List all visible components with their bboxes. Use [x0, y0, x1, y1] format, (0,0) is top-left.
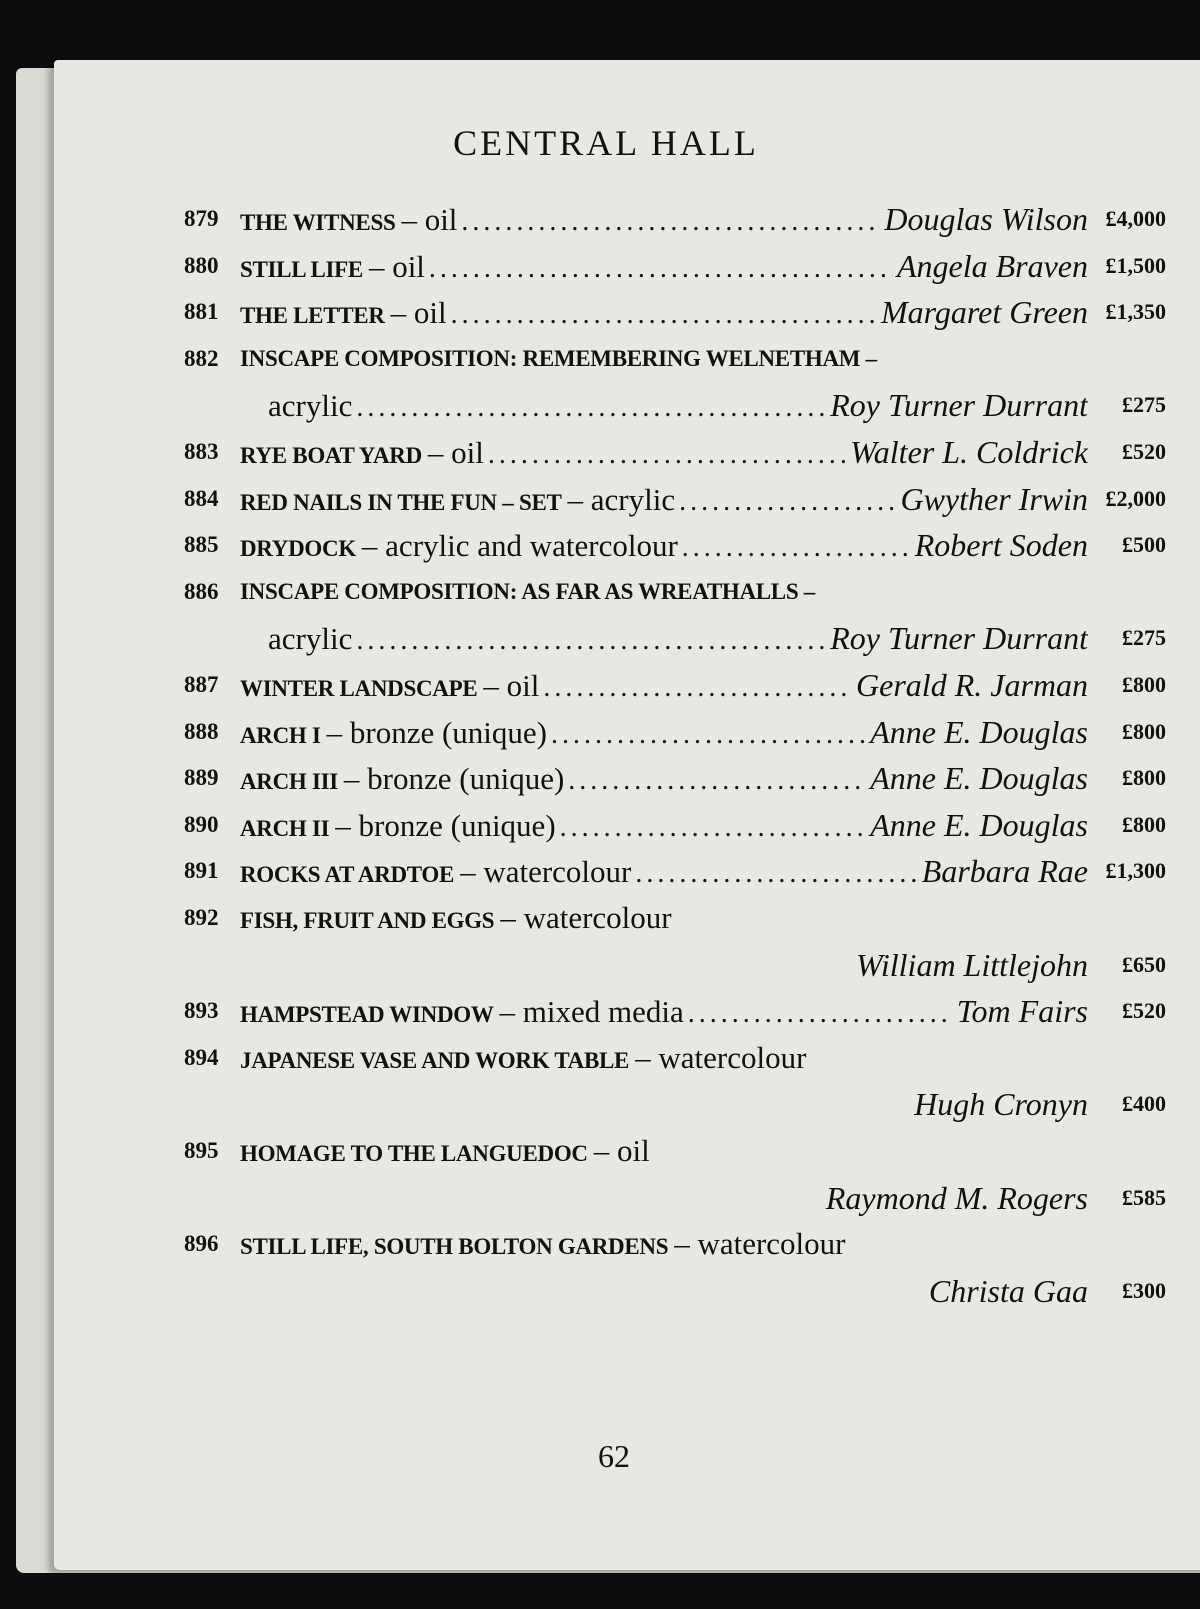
dot-leader [356, 385, 826, 431]
entry-title: ARCH III [240, 769, 338, 795]
entry-number: 888 [184, 718, 219, 744]
entry-number: 881 [184, 299, 219, 325]
entry-title: HOMAGE TO THE LANGUEDOC [240, 1141, 588, 1166]
entry-description [240, 848, 1088, 898]
dot-leader [488, 432, 846, 478]
catalogue-entry [54, 895, 1200, 941]
dot-leader [560, 805, 867, 851]
entry-title: FISH, FRUIT AND EGGS [240, 908, 495, 933]
catalogue-entry [54, 709, 1200, 755]
entry-artist: Anne E. Douglas [870, 806, 1088, 843]
catalogue-entry-continuation [54, 382, 1200, 428]
entry-description [240, 336, 1088, 382]
catalogue-entry [54, 755, 1200, 801]
entry-price: £500 [1122, 532, 1166, 558]
entry-description [240, 1128, 1088, 1177]
entry-description [240, 895, 1088, 944]
catalogue-entry [54, 196, 1200, 242]
entry-price: £2,000 [1105, 485, 1166, 511]
catalogue-entry-continuation [54, 1268, 1200, 1314]
entry-number: 896 [184, 1231, 219, 1257]
entry-medium: – acrylic [567, 481, 676, 517]
entry-price: £400 [1122, 1091, 1166, 1117]
entry-description [240, 522, 1088, 572]
catalogue-entry [54, 802, 1200, 848]
entry-artist: Gwyther Irwin [900, 480, 1088, 517]
entry-description [240, 1221, 1088, 1270]
entry-price: £800 [1122, 718, 1166, 744]
entry-artist: Walter L. Coldrick [850, 434, 1088, 470]
entry-price: £275 [1122, 625, 1166, 651]
entry-medium: – acrylic and watercolour [361, 528, 678, 564]
dot-leader [682, 525, 911, 571]
catalogue-entry [54, 289, 1200, 335]
entry-number: 884 [184, 485, 219, 511]
entry-number: 893 [184, 998, 219, 1024]
page-number: 62 [598, 1438, 630, 1474]
entry-price: £4,000 [1105, 206, 1166, 231]
entry-artist: Gerald R. Jarman [856, 667, 1088, 703]
entry-title: DRYDOCK [240, 536, 356, 562]
catalogue-entry [54, 1128, 1200, 1174]
entry-number: 891 [184, 858, 219, 884]
entry-description [240, 1035, 1088, 1084]
entry-artist: Roy Turner Durrant [830, 387, 1088, 424]
entry-description [240, 429, 1088, 479]
entry-number: 894 [184, 1044, 219, 1070]
entry-price: £1,350 [1105, 299, 1166, 325]
entry-description [240, 196, 1088, 246]
entry-description [268, 615, 1088, 664]
entry-title: INSCAPE COMPOSITION: AS FAR AS WREATHALLS – [240, 578, 815, 604]
entry-artist: Hugh Cronyn [914, 1086, 1088, 1123]
entry-title: RED NAILS IN THE FUN – SET [240, 489, 562, 515]
entry-number: 883 [184, 439, 219, 464]
entry-title: HAMPSTEAD WINDOW [240, 1002, 494, 1028]
entry-title: JAPANESE VASE AND WORK TABLE [240, 1047, 630, 1073]
entry-price: £1,500 [1105, 252, 1166, 278]
dot-leader [551, 712, 866, 758]
entry-artist: Anne E. Douglas [870, 713, 1088, 750]
entry-description [240, 569, 1088, 615]
dot-leader [429, 246, 893, 292]
catalogue-entry-continuation [54, 942, 1200, 988]
entry-medium: acrylic [268, 388, 353, 424]
catalogue-entry [54, 243, 1200, 289]
dot-leader [356, 618, 826, 664]
entry-number: 880 [184, 252, 219, 278]
dot-leader [688, 991, 953, 1037]
entry-medium: – mixed media [499, 994, 684, 1030]
entry-number: 889 [184, 765, 219, 791]
catalogue-entry [54, 429, 1200, 475]
entry-medium: – oil [427, 435, 484, 470]
entry-number: 887 [184, 672, 219, 697]
entry-number: 879 [184, 206, 219, 231]
entry-artist: Raymond M. Rogers [825, 1179, 1088, 1216]
entry-medium: – watercolour [674, 1226, 846, 1262]
catalogue-entry [54, 522, 1200, 568]
entry-description [240, 476, 1088, 526]
entry-medium: – oil [593, 1133, 650, 1168]
entry-medium: – watercolour [500, 900, 672, 935]
entry-title: ARCH I [240, 722, 321, 748]
catalogue-entry-continuation [54, 1081, 1200, 1127]
catalogue-entry [54, 662, 1200, 708]
catalogue-entry [54, 1035, 1200, 1081]
entry-title: THE LETTER [240, 303, 385, 329]
entry-price: £520 [1122, 439, 1166, 464]
catalogue-entry [54, 1221, 1200, 1267]
entry-title: STILL LIFE [240, 256, 363, 282]
entry-description [240, 1175, 1088, 1221]
entry-medium: – watercolour [635, 1039, 807, 1075]
entry-artist: William Littlejohn [855, 946, 1088, 983]
entry-title: ARCH II [240, 815, 330, 841]
dot-leader [568, 758, 866, 804]
entry-artist: Christa Gaa [928, 1272, 1088, 1309]
entry-title: WINTER LANDSCAPE [240, 676, 478, 701]
catalogue-entry [54, 848, 1200, 894]
entry-artist: Anne E. Douglas [870, 760, 1088, 797]
catalogue-entry-continuation [54, 615, 1200, 661]
catalogue-entry-continuation [54, 1175, 1200, 1221]
entry-price: £300 [1122, 1277, 1166, 1303]
entry-description [240, 802, 1088, 852]
dot-leader [635, 851, 917, 897]
entry-artist: Tom Fairs [956, 993, 1088, 1030]
entry-number: 885 [184, 532, 219, 558]
entry-description [240, 1081, 1088, 1127]
entry-description [240, 755, 1088, 805]
entry-artist: Angela Braven [896, 247, 1088, 284]
entry-price: £520 [1122, 998, 1166, 1024]
entry-description [268, 382, 1088, 431]
catalogue-entry [54, 988, 1200, 1034]
entry-medium: – oil [483, 668, 540, 703]
entry-artist: Barbara Rae [921, 853, 1088, 890]
entry-title: RYE BOAT YARD [240, 443, 422, 468]
entry-description [240, 988, 1088, 1038]
entry-price: £585 [1122, 1184, 1166, 1210]
entry-title: STILL LIFE, SOUTH BOLTON GARDENS [240, 1234, 669, 1260]
entry-medium: – oil [368, 248, 425, 284]
entry-medium: – watercolour [460, 854, 632, 890]
dot-leader [451, 292, 877, 338]
entry-medium: – oil [401, 202, 458, 237]
entry-description [240, 243, 1088, 293]
entry-artist: Douglas Wilson [884, 201, 1088, 237]
catalogue-page [54, 60, 1200, 1570]
entry-description [240, 662, 1088, 712]
entry-artist: Roy Turner Durrant [830, 620, 1088, 657]
entry-price: £650 [1122, 951, 1166, 977]
entry-number: 892 [184, 905, 219, 930]
entry-number: 890 [184, 811, 219, 837]
entry-medium: – bronze (unique) [343, 761, 565, 797]
entry-price: £275 [1122, 392, 1166, 418]
page-title: CENTRAL HALL [453, 123, 759, 163]
dot-leader [461, 199, 880, 245]
entry-price: £800 [1122, 811, 1166, 837]
entry-title: THE WITNESS [240, 210, 396, 235]
entry-artist: Robert Soden [914, 527, 1088, 564]
entry-price: £1,300 [1105, 858, 1166, 884]
entry-title: ROCKS AT ARDTOE [240, 862, 455, 888]
entry-medium: – oil [390, 295, 447, 331]
dot-leader [679, 479, 896, 525]
catalogue-entry [54, 336, 1200, 382]
catalogue-entry [54, 476, 1200, 522]
entry-artist: Margaret Green [880, 294, 1088, 331]
entry-medium: acrylic [268, 621, 353, 657]
entry-description [240, 1268, 1088, 1314]
entry-number: 882 [184, 345, 219, 371]
dot-leader [543, 665, 852, 711]
entry-description [240, 289, 1088, 339]
entry-number: 895 [184, 1138, 219, 1163]
entry-title: INSCAPE COMPOSITION: REMEMBERING WELNETHAM – [240, 345, 877, 371]
entry-price: £800 [1122, 765, 1166, 791]
entry-price: £800 [1122, 672, 1166, 697]
catalogue-entry [54, 569, 1200, 615]
entry-number: 886 [184, 578, 219, 604]
entry-description [240, 709, 1088, 759]
entry-medium: – bronze (unique) [335, 807, 556, 843]
entry-medium: – bronze (unique) [326, 714, 547, 750]
entry-description [240, 942, 1088, 988]
